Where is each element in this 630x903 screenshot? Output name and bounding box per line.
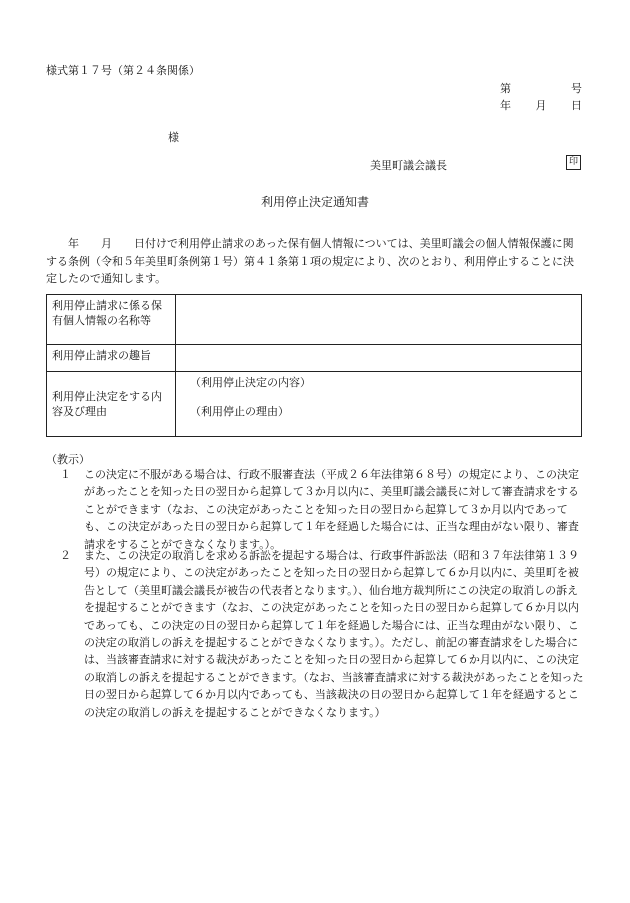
row-value: [176, 345, 582, 372]
row-label: 利用停止請求に係る保有個人情報の名称等: [47, 295, 176, 345]
document-date: [500, 97, 582, 113]
note-text: また、この決定の取消しを求める訴訟を提起する場合は、行政事件訴訟法（昭和３７年法律第１３９号）の規定により、この決定があったことを知った日の翌日から起算して６か月以内に、美里町を被告として（美里町議会議長が被告の代表者となります。）、仙台地方裁判所にこの決定の取消しの訴えを提起することができます（なお、この決定があったことを知った日の翌日から起算して６か月以内であっても、この決定の日の翌日から起算して１年を経過した場合には、正当な理由がない限り、この決定の取消しの訴えを提起することができなくなります。）。ただし、前記の審査請求をした場合には、当該審査請求に対する裁決があったことを知った日の翌日から起算して６か月以内に、この決定の取消しの訴えを提起することができます。（なお、当該審査請求に対する裁決があったことを知った日の翌日から起算して６か月以内であっても、当該裁決の日の翌日から起算して１年を経過するとこの決定の取消しの訴えを提起することができなくなります。）: [84, 549, 584, 719]
table-row: [47, 345, 582, 372]
row-value: [176, 295, 582, 345]
body-paragraph: [46, 235, 584, 288]
addressee: 様: [168, 131, 179, 144]
decision-table: [46, 294, 582, 437]
row-label: 利用停止請求の趣旨: [47, 345, 176, 372]
note-item: [58, 547, 584, 721]
note-text: この決定に不服がある場合は、行政不服審査法（平成２６年法律第６８号）の規定により、この決定があったことを知った日の翌日から起算して３か月以内に、美里町議会議長に対して審査請求をすることができます（なお、この決定があったことを知った日の翌日から起算して３か月以内であっても、この決定があった日の翌日から起算して１年を経過した場合には、正当な理由がない限り、審査請求をすることができなくなります。）。: [84, 468, 579, 551]
decision-reason-label: （利用停止の理由）: [190, 405, 289, 418]
body-text: 年 月 日付けで利用停止請求のあった保有個人情報については、美里町議会の個人情報保護に関する条例（令和５年美里町条例第１号）第４１条第１項の規定により、次のとおり、利用停止することに決定したので通知します。: [46, 237, 574, 285]
note-item: [58, 466, 584, 553]
table-row: [47, 372, 582, 437]
form-label: 様式第１７号（第２４条関係）: [46, 64, 200, 77]
table-row: [47, 295, 582, 345]
notes-heading: （教示）: [46, 453, 90, 466]
document-title: 利用停止決定通知書: [260, 195, 369, 209]
note-number: ２: [60, 549, 71, 562]
decision-content-label: （利用停止決定の内容）: [190, 376, 311, 389]
number-prefix: 第: [500, 82, 511, 95]
note-number: １: [60, 468, 71, 481]
row-label: 利用停止決定をする内容及び理由: [47, 372, 176, 437]
document-number: [500, 80, 582, 96]
number-suffix: 号: [571, 82, 582, 95]
sender-name: 美里町議会議長: [370, 159, 447, 172]
seal-mark: 印: [566, 155, 581, 170]
row-value: [176, 372, 582, 437]
date-month: 月: [535, 99, 547, 112]
date-day: 日: [571, 99, 582, 112]
date-year: 年: [500, 99, 511, 112]
